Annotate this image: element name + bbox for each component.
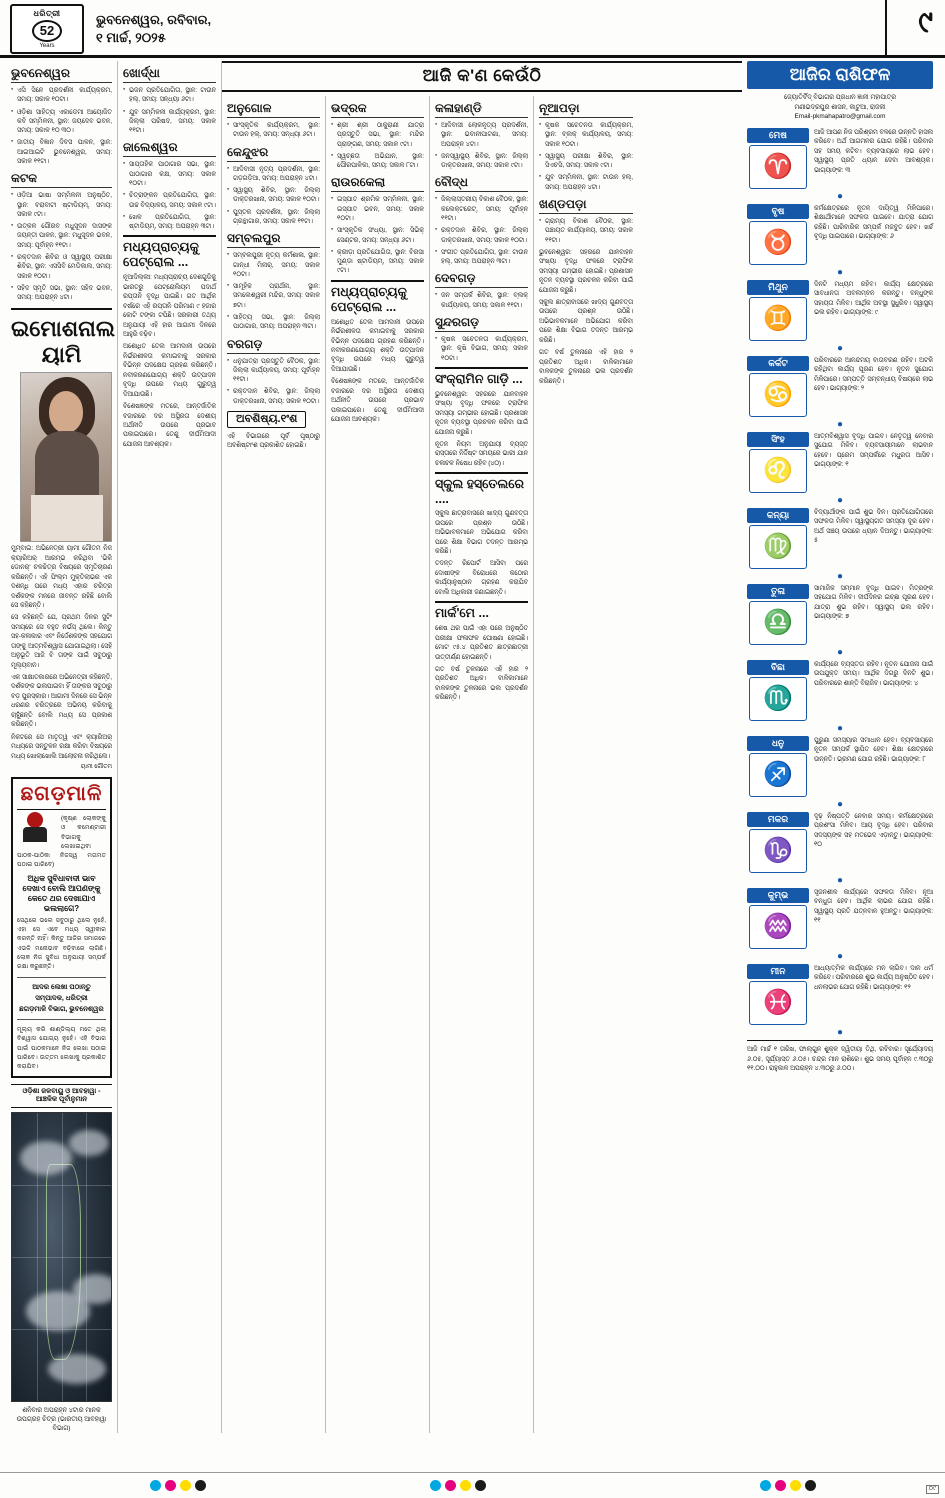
sign-text: ଦୃଢ଼ ନିଷ୍ପତ୍ତି ନେବାର ସମୟ। କର୍ମକ୍ଷେତ୍ରରେ ପ୍ରଶଂସା ମିଳିବ। ଆୟ ବୃଦ୍ଧି ହେବ। ପରିବାର ସଦସ୍ୟଙ୍କ ସହ ମତଭେଦ ଏଡ଼ାନ୍ତୁ। ଭାଗ୍ୟାଙ୍କ: ୧୦ (814, 812, 933, 849)
article-body-5 (227, 432, 320, 451)
horoscope-sign-mesha (747, 128, 933, 189)
submission-address (17, 977, 106, 1021)
list-item: ● ପୁସ୍ତକ ପ୍ରଦର୍ଶନୀ, ସ୍ଥାନ: ଜିଲ୍ଲା ଗ୍ରନ୍ଥାଗାର, ସମୟ: ସକାଳ ୧୧ଟା। (227, 208, 320, 227)
sign-text: ଦିନଟି ମଧ୍ୟମ ରହିବ। କାର୍ଯ୍ୟ କ୍ଷେତ୍ରରେ ସାବଧାନତା ଅବଲମ୍ବନ କରନ୍ତୁ। ବନ୍ଧୁଙ୍କ ସହାୟତା ମିଳିବ। ଆର୍ଥିକ ଅବସ୍ଥା ସୁଧୁରିବ। ସ୍ୱାସ୍ଥ୍ୟ ଭଲ ରହିବ। ଭାଗ୍ୟାଙ୍କ: ୯ (814, 280, 933, 317)
sign-badge (747, 660, 809, 721)
list-item: ● ଜନ ସମ୍ପର୍କ ଶିବିର, ସ୍ଥାନ: ବ୍ଲକ୍ କାର୍ଯ୍ୟାଳୟ, ସମୟ: ସକାଳ ୧୧ଟା। (435, 291, 528, 310)
article-paragraph: ଭୁବନେଶ୍ୱର: ସହରରେ ଯାନବାହନ ସଂଖ୍ୟା ବୃଦ୍ଧି ଫଳରେ ଟ୍ରାଫିକ ସମସ୍ୟା ଗମ୍ଭୀର ହୋଇଛି। ପ୍ରଶାସନ ନୂତନ ବ୍ୟବସ୍ଥା ପ୍ରଚଳନ କରିବା ପାଇଁ ଯୋଜନା କରୁଛି। (539, 248, 633, 294)
column-3 (222, 96, 326, 1433)
article-title-5: ଅବଶିଷ୍ୟ.୧ଂଶ (227, 411, 306, 428)
coastline-outline (46, 1164, 82, 1360)
opinion-column-box (11, 777, 112, 1078)
city-heading-nuapada: ନୂଆପଡ଼ା (539, 101, 633, 118)
feature-paragraph: ମୁମ୍ବାଇ: ଅଭିନେତ୍ରୀ ୟାମୀ ଗୌତମ ନିଜ କ୍ୟାରିଅର୍ ଆରମ୍ଭ କରିଥିବା 'ଭିକି ଡୋନର୍' ଚଳଚ୍ଚିତ୍ର ବିଷୟରେ ସ୍ମୃତିଚାରଣ କରିଛନ୍ତି। ଏହି ଫିଲ୍ମ ମୁକ୍ତିଲାଭର ଏକ ଦଶନ୍ଧି ପରେ ମଧ୍ୟ ଏହାର ଚରିତ୍ର ଦର୍ଶକଙ୍କ ମନରେ ଜୀବନ୍ତ ରହିଛି ବୋଲି ସେ କହିଛନ୍ତି। (11, 545, 112, 609)
horoscope-column (742, 61, 938, 1433)
divider-dot: ● (836, 570, 844, 582)
sign-name: ବିଛା (747, 660, 809, 675)
list-item: ● ସାଂସ୍କୃତିକ ସଂଧ୍ୟା, ସ୍ଥାନ: ସିଭିକ୍ ସେଣ୍ଟର, ସମୟ: ସନ୍ଧ୍ୟା ୬ଟା। (331, 226, 424, 245)
list-item: ● ଜିଲ୍ଲାସ୍ତରୀୟ ବିକାଶ ବୈଠକ, ସ୍ଥାନ: କଲେକ୍ଟରେଟ୍, ସମୟ: ପୂର୍ବାହ୍ନ ୧୧ଟା। (435, 195, 528, 223)
swatch-magenta (165, 1480, 176, 1491)
swatch-cyan (430, 1480, 441, 1491)
article-paragraph: ଶେଷ ଥର ପାଇଁ ଏହା ପରେ ଅନୁଷ୍ଠିତ ପରୀକ୍ଷା ଫଳାଫଳ ଘୋଷଣା ହୋଇଛି। ମୋଟ ୯୫.୪ ପ୍ରତିଶତ ଛାତ୍ରଛାତ୍ରୀ ଉତ୍ତୀର୍ଣ୍ଣ ହୋଇଛନ୍ତି। (435, 625, 528, 661)
opinion-note: ମୂଲ୍ୟ କରି ଶାଣ୍ଡିଲ୍ୟ ମତେ ଥିଲା ବିଶ୍ୱାସ ଯୋଗ୍ୟ ନୁହେଁ। ଏହି ବିଭାଗ ପାଇଁ ପାଠକମାନେ ନିଜ ଲେଖା ପଠାଇ ପାରିବେ। ଉତ୍ତମ ଲେଖାକୁ ପ୍ରକାଶିତ କରାଯିବ। (17, 1026, 106, 1071)
swatch-group-2 (430, 1480, 486, 1491)
horoscope-sign-tula (747, 584, 933, 645)
city-heading-kalahandi: କଳାହାଣ୍ଡି (435, 101, 528, 118)
list-item: ● ଏସି ସିନେ ପ୍ରଦର୍ଶନୀ କାର୍ଯ୍ୟକ୍ରମ, ସମୟ: ସକାଳ ୧୦ଟା। (11, 86, 112, 105)
swatch-yellow (460, 1480, 471, 1491)
horoscope-footer: ଆଜି ମାର୍ଚ୍ଚ ୧ ତାରିଖ, ଫାଲ୍ଗୁନ ଶୁକ୍ଳ ଦ୍ୱିତୀୟା ତିଥି, ରବିବାର। ସୂର୍ଯ୍ୟୋଦୟ ୬.୦୫, ସୂର୍ଯ୍ୟାସ୍ତ ୬.୦୫। ଚନ୍ଦ୍ର ମୀନ ରାଶିରେ। ଶୁଭ ସମୟ ପୂର୍ବାହ୍ନ ୯.୩୦ରୁ ୧୧.୦୦। ରାହୁକାଳ ଅପରାହ୍ନ ୪.୩୦ରୁ ୬.୦୦। (747, 1040, 933, 1074)
list-item: ● ସାଂସ୍କୃତିକ କାର୍ଯ୍ୟକ୍ରମ, ସ୍ଥାନ: ଟାଉନ ହଲ୍, ସମୟ: ସନ୍ଧ୍ୟା ୬ଟା। (227, 121, 320, 140)
list-item: ● ଖେଳ ପ୍ରତିଯୋଗିତା, ସ୍ଥାନ: ଷ୍ଟାଡିୟମ୍, ସମୟ: ଅପରାହ୍ନ ୩ଟା। (123, 213, 216, 232)
masthead (0, 0, 945, 58)
city-heading-sambalpur: ସମ୍ବଲପୁର (227, 231, 320, 248)
swatch-yellow (790, 1480, 801, 1491)
horoscope-sign-karkata (747, 356, 933, 417)
list-item: ● ଗ୍ରାମ୍ୟ ବିକାଶ ବୈଠକ, ସ୍ଥାନ: ପଞ୍ଚାୟତ କାର୍ଯ୍ୟାଳୟ, ସମୟ: ସକାଳ ୧୧ଟା। (539, 217, 633, 245)
city-items-bhadrak (331, 121, 424, 170)
article-body-cont (539, 248, 633, 386)
city-items-kendujhar (227, 165, 320, 227)
address-line: ଆଦର ଲେଖା ପଠାନ୍ତୁ (32, 983, 91, 991)
list-item: ● କ୍ରୀଡ଼ା ପ୍ରତିଯୋଗିତା, ସ୍ଥାନ: ବିରସା ମୁଣ୍ଡା ଷ୍ଟାଡିୟମ୍, ସମୟ: ସକାଳ ୯ଟା। (331, 248, 424, 276)
sign-name: ମିଥୁନ (747, 280, 809, 295)
opinion-column-subtitle: (କୃଷ୍ଣ ଲୋକଙ୍କୁ ଓ କମେଣ୍ଟାରୀ ବିଭାଗକୁ ଲେଖାଇଥିବା ପାଠକ-ପାଠିକା ନିଜସ୍ୱ ମତାମତ ପଠାଇ ପାରିବେ) (17, 814, 106, 869)
city-heading-bhadrak: ଭଦ୍ରକ (331, 101, 424, 118)
city-items-jaleswar (123, 160, 216, 231)
list-item: ● ରକ୍ତଦାନ ଶିବିର, ସ୍ଥାନ: ଜିଲ୍ଲା ଡାକ୍ତରଖାନା, ସମୟ: ସକାଳ ୧୦ଟା। (435, 226, 528, 245)
sign-badge (747, 736, 809, 797)
list-item: ● ଓଡ଼ିଶା ସାହିତ୍ୟ ଏକାଡେମୀ ଆୟୋଜିତ କବି ସମ୍ମିଳନୀ, ସ୍ଥାନ: ଜୟଦେବ ଭବନ, ସମୟ: ସକାଳ ୧୦ ୩୦। (11, 108, 112, 136)
sign-text: ସୃଜନଶୀଳ କାର୍ଯ୍ୟରେ ସଫଳତା ମିଳିବ। ନୂଆ ବନ୍ଧୁତା ହେବ। ଆର୍ଥିକ ଲାଭର ଯୋଗ ରହିଛି। ସ୍ୱାସ୍ଥ୍ୟ ପ୍ରତି ଯତ୍ନବାନ ହୁଅନ୍ତୁ। ଭାଗ୍ୟାଙ୍କ: ୧୧ (814, 888, 933, 925)
divider-dot: ● (836, 494, 844, 506)
city-heading-debagarh: ଦେବଗଡ଼ (435, 271, 528, 288)
sign-text: ଆଜି ଆପଣ ନିଜ ପରିଶ୍ରମ ବଳରେ ଉନ୍ନତି ହାସଲ କରିବେ। ଅର୍ଥ ଆଗମନର ଯୋଗ ରହିଛି। ପରିବାର ସହ ସମୟ କଟିବ। ବ୍ୟବସାୟରେ ଲାଭ ହେବ। ସ୍ୱାସ୍ଥ୍ୟ ପ୍ରତି ଧ୍ୟାନ ଦେବା ଆବଶ୍ୟକ। ଭାଗ୍ୟାଙ୍କ: ୩ (814, 128, 933, 174)
list-item: ● କୃଷକ ସଚେତନତା କାର୍ଯ୍ୟକ୍ରମ, ସ୍ଥାନ: କୃଷି ବିଭାଗ, ସମୟ: ସକାଳ ୧୦ଟା। (435, 335, 528, 363)
divider-dot: ● (836, 722, 844, 734)
list-item: ● ଭଜନ ପ୍ରତିଯୋଗିତା, ସ୍ଥାନ: ଟାଉନ ହଲ୍, ସମୟ: ସନ୍ଧ୍ୟା ୬ଟା। (123, 86, 216, 105)
edition-date: ୧ ମାର୍ଚ୍ଚ, ୨୦୨୫ (96, 29, 166, 45)
author-line: ଜ୍ୟୋତିର୍ବିଦ୍ ବିଭାଗର ପ୍ରଧାନ ଜ୍ଞାନୀ ମହାପାତ୍ର (783, 94, 897, 101)
sign-badge (747, 812, 809, 873)
city-items-anugul (227, 121, 320, 140)
list-item: ● ସ୍ୱାସ୍ଥ୍ୟ ଶିବିର, ସ୍ଥାନ: ଜିଲ୍ଲା ଡାକ୍ତରଖାନା, ସମୟ: ସକାଳ ୧୦ଟା। (227, 186, 320, 205)
footer-page-tag: ୦୯ (926, 1485, 939, 1494)
leo-icon: ♌ (749, 449, 807, 493)
sign-name: ତୁଳା (747, 584, 809, 599)
feature-paragraph: ସେ କହିଛନ୍ତି ଯେ, ପ୍ରଥମ ଦିନର ସୁଟିଂ ସମୟରେ ସେ ବହୁତ ନର୍ଭସ୍ ଥିଲେ। କିନ୍ତୁ ସହ-କଳାକାର ଏବଂ ନିର୍ଦ୍ଦେଶକଙ୍କ ସହଯୋଗ ତାଙ୍କୁ ଆତ୍ମବିଶ୍ୱାସ ଯୋଗାଇଥିଲା। ସେହି ଅନୁଭୂତି ଆଜି ବି ତାଙ୍କ ପାଇଁ ସବୁଠାରୁ ମୂଲ୍ୟବାନ। (11, 614, 112, 669)
city-heading-sundargarh: ସୁନ୍ଦରଗଡ଼ (435, 315, 528, 332)
list-item: ● ସ୍ୱଚ୍ଛତା ଅଭିଯାନ, ସ୍ଥାନ: ପୌରପାଳିକା, ସମୟ: ସକାଳ ୮ଟା। (331, 152, 424, 171)
logo-brand: ଧରିତ୍ରୀ (33, 8, 61, 18)
list-item: ● ଉତ୍କଳ ଗୌରବ ମଧୁସୂଦନ ଦାସଙ୍କ ଜୟନ୍ତୀ ପାଳନ, ସ୍ଥାନ: ମଧୁସୂଦନ ଭବନ, ସମୟ: ପୂର୍ବାହ୍ନ ୧୧ଟା। (11, 222, 112, 250)
page-number: ୯ (918, 6, 933, 39)
sign-badge (747, 356, 809, 417)
list-item: ● ଶ୍ରୀ ଶ୍ରୀ ଠାକୁରାଣୀ ଯାତ୍ରା ପ୍ରସ୍ତୁତି ସଭା, ସ୍ଥାନ: ମନ୍ଦିର ପ୍ରାଙ୍ଗଣ, ସମୟ: ସକାଳ ୯ଟା। (331, 121, 424, 149)
anniversary-circle: 52 (32, 20, 62, 42)
sign-name: କୁମ୍ଭ (747, 888, 809, 903)
swatch-black (475, 1480, 486, 1491)
photo-caption: ୟାମୀ ଗୌତମ (80, 763, 112, 770)
horoscope-sign-mithuna (747, 280, 933, 341)
column-5 (430, 96, 534, 1433)
article-paragraph: ଏହି ବିଭାଗରେ ପୂର୍ବ ପୃଷ୍ଠାରୁ ଅବଶିଷ୍ଟାଂଶ ପ୍ରକାଶିତ ହୋଇଛି। (227, 432, 320, 450)
list-item: ● ଓଡ଼ିଆ ଭାଷା ସମ୍ମିଳନୀ ଅନୁଷ୍ଠିତ, ସ୍ଥାନ: ବରାବାଟୀ ଷ୍ଟାଡିୟମ୍, ସମୟ: ସକାଳ ୯ଟା। (11, 191, 112, 219)
opinion-question: ଅଧିକ ସୁବିଧାବାଦୀ ଭାବ ଦେଖାଏ ବୋଲି ଆପଣଙ୍କୁ କେତେ ଥର ଦେଖାଯାଏ ଭଲଲାଗେ? (22, 873, 101, 913)
list-item: ● ଆଦିବାସୀ ଲୋକନୃତ୍ୟ ପ୍ରଦର୍ଶନୀ, ସ୍ଥାନ: ଭବାନୀପାଟଣା, ସମୟ: ଅପରାହ୍ନ ୪ଟା। (435, 121, 528, 149)
column-left (6, 61, 118, 1433)
horoscope-sign-meena (747, 964, 933, 1025)
address-line: ଛଗଡ଼ମାଳି ବିଭାଗ, ଭୁବନେଶ୍ୱର (19, 1005, 104, 1013)
sign-badge (747, 432, 809, 493)
swatch-cyan (760, 1480, 771, 1491)
sign-badge (747, 508, 809, 569)
weather-footer: ଶନିବାର ଅପରାହ୍ନ ୪ଟାର ମାନକ ଉପଗ୍ରହ ଚିତ୍ର (ଭାରତୀୟ ଆବହାୱା ବିଭାଗ) (16, 1406, 107, 1433)
cancer-icon: ♋ (749, 373, 807, 417)
sign-text: କାର୍ଯ୍ୟରେ ବ୍ୟସ୍ତତା ରହିବ। ନୂତନ ଯୋଜନା ପାଇଁ ଉପଯୁକ୍ତ ସମୟ। ଆର୍ଥିକ ଦିଗରୁ ଦିନଟି ଶୁଭ। ପରିବାରରେ ଶାନ୍ତି ବିରାଜିବ। ଭାଗ୍ୟାଙ୍କ: ୪ (814, 660, 933, 687)
article-title-2: ମଧ୍ୟପ୍ରାଚ୍ୟକୁ ପେଟ୍ରୋଲ ... (123, 235, 216, 270)
swatch-magenta (775, 1480, 786, 1491)
list-item: ● ସାହିତ୍ୟ ସଭା, ସ୍ଥାନ: ଜିଲ୍ଲା ପାଠାଗାର, ସମୟ: ଅପରାହ୍ନ ୩ଟା। (227, 313, 320, 332)
sign-name: ବୃଷ (747, 204, 809, 219)
city-items-nuapada (539, 121, 633, 192)
article-paragraph: ନୂତନ ନିୟମ ଅନୁଯାୟୀ ବ୍ୟସ୍ତ ରାସ୍ତାରେ ନିର୍ଦ୍ଦିଷ୍ଟ ସମୟରେ ଭାରୀ ଯାନ ଚଳାଚଳ ନିଷେଧ ରହିବ (୪୦)। (435, 440, 528, 467)
divider-dot: ● (836, 1026, 844, 1038)
horoscope-sign-kumbha (747, 888, 933, 949)
libra-icon: ♎ (749, 601, 807, 645)
list-item: ● ରକ୍ତଦାନ ଶିବିର, ସ୍ଥାନ: ଜିଲ୍ଲା ଡାକ୍ତରଖାନା, ସମୟ: ସକାଳ ୧୦ଟା। (227, 387, 320, 406)
swatch-cyan (150, 1480, 161, 1491)
author-line: ମଣୀଭଦ୍ରପୁର ଶାସନ, କାଟୁଆ, ରାଜକୀ (794, 103, 886, 111)
taurus-icon: ♉ (749, 221, 807, 265)
sagittarius-icon: ♐ (749, 753, 807, 797)
sign-badge (747, 128, 809, 189)
aries-icon: ♈ (749, 145, 807, 189)
weather-caption: ଓଡ଼ିଶା ଜଳବାୟୁ ଓ ଆବହାୱା - ଆଞ୍ଚଳିକ ପୂର୍ବାନୁମାନ (11, 1084, 112, 1108)
photo-skirt (31, 495, 103, 542)
article-body-2 (123, 273, 216, 449)
sign-text: ଆତ୍ମବିଶ୍ୱାସ ବୃଦ୍ଧି ପାଇବ। ନେତୃତ୍ୱ ନେବାର ସୁଯୋଗ ମିଳିବ। ବ୍ୟବସାୟୀମାନେ ଲାଭବାନ ହେବେ। ପ୍ରେମ ସମ୍ପର୍କରେ ମଧୁରତା ଆସିବ। ଭାଗ୍ୟାଙ୍କ: ୧ (814, 432, 933, 469)
list-item: ● ଯୁବ ସମ୍ମିଳନୀ କାର୍ଯ୍ୟକ୍ରମ, ସ୍ଥାନ: ଜିଲ୍ଲା ପରିଷଦ, ସମୟ: ସକାଳ ୧୧ଟା। (123, 108, 216, 136)
city-items-khandapada (539, 217, 633, 245)
list-item: ● ଧନୁଯାତ୍ରା ପ୍ରସ୍ତୁତି ବୈଠକ, ସ୍ଥାନ: ଜିଲ୍ଲା କାର୍ଯ୍ୟାଳୟ, ସମୟ: ପୂର୍ବାହ୍ନ ୧୧ଟା। (227, 357, 320, 385)
horoscope-sign-bichha (747, 660, 933, 721)
divider-dot: ● (836, 950, 844, 962)
list-item: ● ସହିଦ ସ୍ମୃତି ସଭା, ସ୍ଥାନ: ସହିଦ ଭବନ, ସମୟ: ଅପରାହ୍ନ ୪ଟା। (11, 284, 112, 303)
divider-dot: ● (836, 418, 844, 430)
horoscope-sign-kanya (747, 508, 933, 569)
city-items-debagarh (435, 291, 528, 310)
sign-text: ଆଧ୍ୟାତ୍ମିକ କାର୍ଯ୍ୟରେ ମନ ଲାଗିବ। ଦାନ ଧର୍ମ କରିବେ। ପରିବାରରେ ଶୁଭ କାର୍ଯ୍ୟ ଅନୁଷ୍ଠିତ ହେବ। ଧନଲାଭର ଯୋଗ ରହିଛି। ଭାଗ୍ୟାଙ୍କ: ୧୨ (814, 964, 933, 991)
article-paragraph: ନୂଆଦିଲ୍ଲୀ: ମଧ୍ୟପ୍ରାଚ୍ୟ ଦେଶଗୁଡ଼ିକୁ ଭାରତରୁ ପେଟ୍ରୋଲିୟମ ପଦାର୍ଥ ରପ୍ତାନି ବୃଦ୍ଧି ପାଇଛି। ଗତ ଆର୍ଥିକ ବର୍ଷରେ ଏହି ରପ୍ତାନି ପରିମାଣ ୯ ହଜାର କୋଟି ଟଙ୍କା ଟପିଛି। ସରକାରୀ ତଥ୍ୟ ଅନୁଯାୟୀ ଏହି ହାର ଆଗାମୀ ଦିନରେ ଆହୁରି ବଢ଼ିବ। (123, 274, 216, 338)
article-body-1 (331, 318, 424, 425)
article-paragraph: ଗତ ବର୍ଷ ତୁଳନାରେ ଏହି ହାର ୨ ପ୍ରତିଶତ ଅଧିକ। ବାଳିକାମାନେ ବାଳକଙ୍କ ତୁଳନାରେ ଭଲ ପ୍ରଦର୍ଶନ କରିଛନ୍ତି। (539, 349, 633, 385)
pisces-icon: ♓ (749, 981, 807, 1025)
masthead-divider (885, 0, 945, 55)
edition-place: ଭୁବନେଶ୍ୱର, ରବିବାର, (96, 11, 212, 27)
city-items-khordha (123, 86, 216, 135)
article-paragraph: ବିଶେଷଜ୍ଞଙ୍କ ମତରେ, ଆନ୍ତର୍ଜାତିକ ବଜାରରେ ଦର ଅସ୍ଥିରତା ଦେଶୀୟ ଅର୍ଥନୀତି ଉପରେ ପ୍ରଭାବ ପକାଇପାରେ। ତେଣୁ ଦୀର୍ଘମିଆଦୀ ଯୋଜନା ଆବଶ୍ୟକ। (123, 403, 216, 448)
list-item: ● ଇସ୍ପାତ ଶ୍ରମିକ ସମ୍ମିଳନୀ, ସ୍ଥାନ: ଇସ୍ପାତ ଭବନ, ସମୟ: ସକାଳ ୧୦ଟା। (331, 195, 424, 223)
cartoon-figure-icon (17, 810, 57, 844)
list-item: ● କୃଷକ ସଚେତନତା କାର୍ଯ୍ୟକ୍ରମ, ସ୍ଥାନ: ବ୍ଲକ୍ କାର୍ଯ୍ୟାଳୟ, ସମୟ: ସକାଳ ୧୦ଟା। (539, 121, 633, 149)
list-item: ● ସାପ୍ତାହିକ ପାଠାଗାର ସଭା, ସ୍ଥାନ: ପାଠାଗାର କକ୍ଷ, ସମୟ: ସକାଳ ୧୦ଟା। (123, 160, 216, 188)
city-heading-rourkela: ରାଉରକେଲା (331, 175, 424, 192)
sign-text: ବିଦ୍ୟାର୍ଥୀଙ୍କ ପାଇଁ ଶୁଭ ଦିନ। ପ୍ରତିଯୋଗିତାରେ ସଫଳତା ମିଳିବ। ସ୍ୱାସ୍ଥ୍ୟଗତ ସମସ୍ୟା ଦୂର ହେବ। ଅର୍ଥ ସଞ୍ଚୟ ଉପରେ ଧ୍ୟାନ ଦିଅନ୍ତୁ। ଭାଗ୍ୟାଙ୍କ: ୫ (814, 508, 933, 545)
newspaper-logo (10, 4, 84, 54)
article-paragraph: ଗତ ବର୍ଷ ତୁଳନାରେ ଏହି ହାର ୨ ପ୍ରତିଶତ ଅଧିକ। ବାଳିକାମାନେ ବାଳକଙ୍କ ତୁଳନାରେ ଭଲ ପ୍ରଦର୍ଶନ କରିଛନ୍ତି। (435, 665, 528, 702)
satellite-image (11, 1112, 112, 1402)
author-email[interactable]: Email-pkmahapatro@gmail.com (794, 113, 886, 121)
city-heading-kendujhar: କେନ୍ଦୁଝର (227, 145, 320, 162)
article-paragraph: ସ୍କୁଲ ଛାତ୍ରାବାସରେ ଖାଦ୍ୟ ଗୁଣବତ୍ତା ଉପରେ ପ୍ରଶ୍ନ ଉଠିଛି। ଅଭିଭାବକମାନେ ଅଭିଯୋଗ କରିବା ପରେ ଶିକ୍ଷା ବିଭାଗ ତଦନ୍ତ ଆରମ୍ଭ କରିଛି। (539, 299, 633, 344)
column-2 (118, 61, 222, 1433)
list-item: ● ରକ୍ତଦାନ ଶିବିର ଓ ସ୍ୱାସ୍ଥ୍ୟ ପରୀକ୍ଷା ଶିବିର, ସ୍ଥାନ: ଏସସିବି ମେଡିକାଲ, ସମୟ: ସକାଳ ୧୦ଟା। (11, 253, 112, 281)
aquarius-icon: ♒ (749, 905, 807, 949)
list-item: ● ସଂଗୀତ ପ୍ରତିଯୋଗିତା, ସ୍ଥାନ: ଟାଉନ ହଲ୍, ସମୟ: ଅପରାହ୍ନ ୩ଟା। (435, 248, 528, 267)
sign-text: କର୍ମକ୍ଷେତ୍ରରେ ନୂତନ ଦାୟିତ୍ୱ ମିଳିପାରେ। ଶିକ୍ଷାର୍ଥୀମାନେ ସଫଳତା ପାଇବେ। ଯାତ୍ରା ଯୋଗ ରହିଛି। ପାରିବାରିକ ସମ୍ପର୍କ ମଜବୁତ ହେବ। ଖର୍ଚ୍ଚ ବୃଦ୍ଧି ପାଇପାରେ। ଭାଗ୍ୟାଙ୍କ: ୬ (814, 204, 933, 241)
divider-dot: ● (836, 342, 844, 354)
city-heading-anugul: ଅନୁଗୋଳ (227, 101, 320, 118)
sign-name: କର୍କଟ (747, 356, 809, 371)
horoscope-sign-dhanu (747, 736, 933, 797)
sign-name: ଧନୁ (747, 736, 809, 751)
divider-dot: ● (836, 646, 844, 658)
column-4 (326, 96, 430, 1433)
divider-dot: ● (836, 798, 844, 810)
city-items-bargarh (227, 357, 320, 406)
list-item: ● ସମ୍ବଲପୁରୀ ନୃତ୍ୟ କର୍ମଶାଳା, ସ୍ଥାନ: ଗାନ୍ଧୀ ମିନାର୍, ସମୟ: ସକାଳ ୧୦ଟା। (227, 251, 320, 279)
sign-text: ପରିବାରରେ ଆନନ୍ଦମୟ ବାତାବରଣ ରହିବ। ଅଟକି ରହିଥିବା କାର୍ଯ୍ୟ ପୂରଣ ହେବ। ନୂତନ ସୁଯୋଗ ମିଳିପାରେ। ସମ୍ପତ୍ତି ସମ୍ବନ୍ଧୀୟ ବିଷୟରେ ଲାଭ ହେବ। ଭାଗ୍ୟାଙ୍କ: ୨ (814, 356, 933, 393)
list-item: ● ଯୁବ ସମ୍ମିଳନୀ, ସ୍ଥାନ: ଟାଉନ ହଲ୍, ସମୟ: ଅପରାହ୍ନ ୪ଟା। (539, 173, 633, 192)
sign-badge (747, 888, 809, 949)
feature-paragraph: ଏକ ସାକ୍ଷାତକାରରେ ଅଭିନେତ୍ରୀ କହିଛନ୍ତି, ଦର୍ଶକଙ୍କ ଭଲପାଇବା ହିଁ ତାଙ୍କର ସବୁଠାରୁ ବଡ଼ ପୁରସ୍କାର। ଆଗାମୀ ଦିନରେ ସେ ଭିନ୍ନ ଧରଣର ଚରିତ୍ରରେ ଅଭିନୟ କରିବାକୁ ଚାହୁଁଛନ୍ତି ବୋଲି ମଧ୍ୟ ସେ ପ୍ରକାଶ କରିଛନ୍ତି। (11, 674, 112, 729)
horoscope-author (747, 93, 933, 122)
article-paragraph: ବିଶେଷଜ୍ଞଙ୍କ ମତରେ, ଆନ୍ତର୍ଜାତିକ ବଜାରରେ ଦର ଅସ୍ଥିରତା ଦେଶୀୟ ଅର୍ଥନୀତି ଉପରେ ପ୍ରଭାବ ପକାଇପାରେ। ତେଣୁ ଦୀର୍ଘମିଆଦୀ ଯୋଜନା ଆବଶ୍ୟକ। (331, 378, 424, 424)
center-block (222, 61, 742, 1433)
capricorn-icon: ♑ (749, 829, 807, 873)
article-paragraph: ସ୍କୁଲ ଛାତ୍ରାବାସରେ ଖାଦ୍ୟ ଗୁଣବତ୍ତା ଉପରେ ପ୍ରଶ୍ନ ଉଠିଛି। ଅଭିଭାବକମାନେ ଅଭିଯୋଗ କରିବା ପରେ ଶିକ୍ଷା ବିଭାଗ ତଦନ୍ତ ଆରମ୍ଭ କରିଛି। (435, 510, 528, 556)
sign-badge (747, 280, 809, 341)
city-heading-bargarh: ବରଗଡ଼ (227, 337, 320, 354)
horoscope-title: ଆଜିର ରାଶିଫଳ (747, 61, 933, 89)
swatch-black (195, 1480, 206, 1491)
list-item: ● ଆଦିବାସୀ ନୃତ୍ୟ ପ୍ରଦର୍ଶନୀ, ସ୍ଥାନ: ଗଡ଼ଗଡ଼ିଆ, ସମୟ: ଅପରାହ୍ନ ୪ଟା। (227, 165, 320, 184)
article-body-3 (435, 390, 528, 469)
center-section-title: ଆଜି କ'ଣ କେଉଁଠି (222, 61, 742, 92)
sign-text: ପୁରୁଣା ସମସ୍ୟାର ସମାଧାନ ହେବ। ବ୍ୟବସାୟରେ ନୂତନ ସମ୍ପର୍କ ସ୍ଥାପିତ ହେବ। ଶିକ୍ଷା କ୍ଷେତ୍ରରେ ଉନ୍ନତି। ଭ୍ରମଣ ଯୋଗ ରହିଛି। ଭାଗ୍ୟାଙ୍କ: ୮ (814, 736, 933, 763)
swatch-black (805, 1480, 816, 1491)
sign-badge (747, 584, 809, 645)
swatch-yellow (180, 1480, 191, 1491)
divider-dot: ● (836, 874, 844, 886)
opinion-column-title: ଛଗଡ଼ମାଳି (17, 783, 106, 810)
feature-article (11, 308, 115, 771)
city-heading-boudh: ବୌଦ୍ଧ (435, 175, 528, 192)
article-title-1: ମଧ୍ୟପ୍ରାଚ୍ୟକୁ ପେଟ୍ରୋଲ ... (331, 280, 424, 315)
city-items-rourkela (331, 195, 424, 275)
city-heading-khandapada: ଖଣ୍ଡପଡ଼ା (539, 197, 633, 214)
content-grid (0, 58, 945, 1433)
sign-badge (747, 964, 809, 1025)
article-title-6: ମାର୍କ'ମେ ... (435, 601, 528, 621)
horoscope-sign-vrusha (747, 204, 933, 265)
city-heading-jaleswar: ଜାଲେଶ୍ୱର (123, 140, 216, 157)
anniversary-label: Years (39, 42, 55, 49)
photo-body (35, 431, 99, 501)
city-items-bhubaneswar (11, 86, 112, 166)
list-item: ● ଜାତୀୟ ବିଜ୍ଞାନ ଦିବସ ପାଳନ, ସ୍ଥାନ: ଆଇଆଇଟି ଭୁବନେଶ୍ୱର, ସମୟ: ସକାଳ ୧୧ଟା। (11, 138, 112, 166)
horoscope-sign-makara (747, 812, 933, 873)
article-body-6 (435, 624, 528, 703)
feature-paragraph: ନିକଟରେ ସେ ମାତୃତ୍ୱ ଏବଂ କ୍ୟାରିଅର୍ ମଧ୍ୟରେ ସନ୍ତୁଳନ ରକ୍ଷା କରିବା ବିଷୟରେ ମଧ୍ୟ ଖୋଲାଖୋଲି ଆଲୋଚନା କରିଥିଲେ। (11, 733, 112, 760)
city-items-sundargarh (435, 335, 528, 363)
sign-badge (747, 204, 809, 265)
photo-face (49, 391, 83, 433)
address-line: ସମ୍ପାଦକ, ଧରିତ୍ରୀ (35, 994, 88, 1002)
list-item: ● ଚିତ୍ରାଙ୍କନ ପ୍ରତିଯୋଗିତା, ସ୍ଥାନ: ଉଚ୍ଚ ବିଦ୍ୟାଳୟ, ସମୟ: ସକାଳ ୯ଟା। (123, 191, 216, 210)
article-paragraph: ତଦନ୍ତ ରିପୋର୍ଟ ଆସିବା ପରେ ଦୋଷୀଙ୍କ ବିରୋଧରେ କଠୋର କାର୍ଯ୍ୟାନୁଷ୍ଠାନ ଗ୍ରହଣ କରାଯିବ ବୋଲି ଅଧିକାରୀ ଜଣାଇଛନ୍ତି। (435, 560, 528, 596)
city-items-kalahandi (435, 121, 528, 170)
sign-name: କନ୍ୟା (747, 508, 809, 523)
city-heading-bhubaneswar: ଭୁବନେଶ୍ୱର (11, 66, 112, 83)
city-items-cuttack (11, 191, 112, 302)
swatch-group-1 (150, 1480, 206, 1491)
city-items-boudh (435, 195, 528, 266)
column-6 (534, 96, 638, 1433)
celebrity-photo (20, 372, 112, 542)
swatch-magenta (445, 1480, 456, 1491)
print-registration-footer (0, 1472, 945, 1498)
article-title-4: ସ୍କୁଲ ହସ୍ତେଲରେ .... (435, 472, 528, 506)
scorpio-icon: ♏ (749, 677, 807, 721)
list-item: ● ଜନସ୍ୱାସ୍ଥ୍ୟ ଶିବିର, ସ୍ଥାନ: ଜିଲ୍ଲା ଡାକ୍ତରଖାନା, ସମୟ: ସକାଳ ୯ଟା। (435, 152, 528, 171)
article-body-4 (435, 509, 528, 597)
city-items-sambalpur (227, 251, 320, 331)
sign-name: ମେଷ (747, 128, 809, 143)
feature-headline: ଇମୋଶନାଲ ୟାମି (11, 316, 115, 368)
virgo-icon: ♍ (749, 525, 807, 569)
swatch-group-3 (760, 1480, 816, 1491)
gemini-icon: ♊ (749, 297, 807, 341)
horoscope-sign-simha (747, 432, 933, 493)
article-paragraph: ଅଶୋଧିତ ତେଲ ଆମଦାନୀ ଉପରେ ନିର୍ଭରଶୀଳତା କମାଇବାକୁ ସରକାର ବିଭିନ୍ନ ପଦକ୍ଷେପ ଗ୍ରହଣ କରିଛନ୍ତି। ନବୀକରଣଯୋଗ୍ୟ ଶକ୍ତି ଉତ୍ପାଦନ ବୃଦ୍ଧି ଉପରେ ମଧ୍ୟ ଗୁରୁତ୍ୱ ଦିଆଯାଉଛି। (331, 318, 424, 373)
divider-dot: ● (836, 266, 844, 278)
sign-text: ସାମାଜିକ ସମ୍ମାନ ବୃଦ୍ଧି ପାଇବ। ମିତ୍ରଙ୍କ ସହଯୋଗ ମିଳିବ। ଦୀର୍ଘଦିନର ଇଚ୍ଛା ପୂରଣ ହେବ। ଯାତ୍ରା ଶୁଭ ରହିବ। ସ୍ୱାସ୍ଥ୍ୟ ଭଲ ରହିବ। ଭାଗ୍ୟାଙ୍କ: ୭ (814, 584, 933, 621)
list-item: ● ସ୍ୱାସ୍ଥ୍ୟ ପରୀକ୍ଷା ଶିବିର, ସ୍ଥାନ: ସିଏଚସି, ସମୟ: ସକାଳ ୯ଟା। (539, 152, 633, 171)
divider-dot: ● (836, 190, 844, 202)
article-paragraph: ଅଶୋଧିତ ତେଲ ଆମଦାନୀ ଉପରେ ନିର୍ଭରଶୀଳତା କମାଇବାକୁ ସରକାର ବିଭିନ୍ନ ପଦକ୍ଷେପ ଗ୍ରହଣ କରିଛନ୍ତି। ନବୀକରଣଯୋଗ୍ୟ ଶକ୍ତି ଉତ୍ପାଦନ ବୃଦ୍ଧି ଉପରେ ମଧ୍ୟ ଗୁରୁତ୍ୱ ଦିଆଯାଉଛି। (123, 343, 216, 398)
edition-dateline (96, 11, 211, 46)
city-heading-cuttack: କଟକ (11, 171, 112, 188)
city-heading-khordha: ଖୋର୍ଦ୍ଧା (123, 66, 216, 83)
opinion-answer: ସେଥିରେ ଭଲେ ସବୁଠାରୁ ଥିଲେ ନୁହେଁ, ଏହା ସେ ଏବେ ମଧ୍ୟ ସ୍ୱୀକାର କରନ୍ତି ନାହିଁ। କିନ୍ତୁ ଆଜିର ସମାଜରେ ଏଭଳି ମନୋଭାବ ବଢ଼ିବାରେ ଲାଗିଛି। ଲୋକ ନିଜ ସୁବିଧା ଅନୁଯାୟୀ ସମ୍ପର୍କ ରକ୍ଷା କରୁଛନ୍ତି। (17, 916, 106, 971)
sign-name: ସିଂହ (747, 432, 809, 447)
article-title-3: ସଂକ୍ରାମିନ ଗାଡ଼ି ... (435, 367, 528, 387)
sign-name: ମକର (747, 812, 809, 827)
list-item: ● ସାମୂହିକ ପ୍ରାର୍ଥନା, ସ୍ଥାନ: ସମଲେଶ୍ୱରୀ ମନ୍ଦିର, ସମୟ: ସକାଳ ୭ଟା। (227, 282, 320, 310)
sign-name: ମୀନ (747, 964, 809, 979)
article-paragraph: ଭୁବନେଶ୍ୱର: ସହରରେ ଯାନବାହନ ସଂଖ୍ୟା ବୃଦ୍ଧି ଫଳରେ ଟ୍ରାଫିକ ସମସ୍ୟା ଗମ୍ଭୀର ହୋଇଛି। ପ୍ରଶାସନ ନୂତନ ବ୍ୟବସ୍ଥା ପ୍ରଚଳନ କରିବା ପାଇଁ ଯୋଜନା କରୁଛି। (435, 390, 528, 436)
